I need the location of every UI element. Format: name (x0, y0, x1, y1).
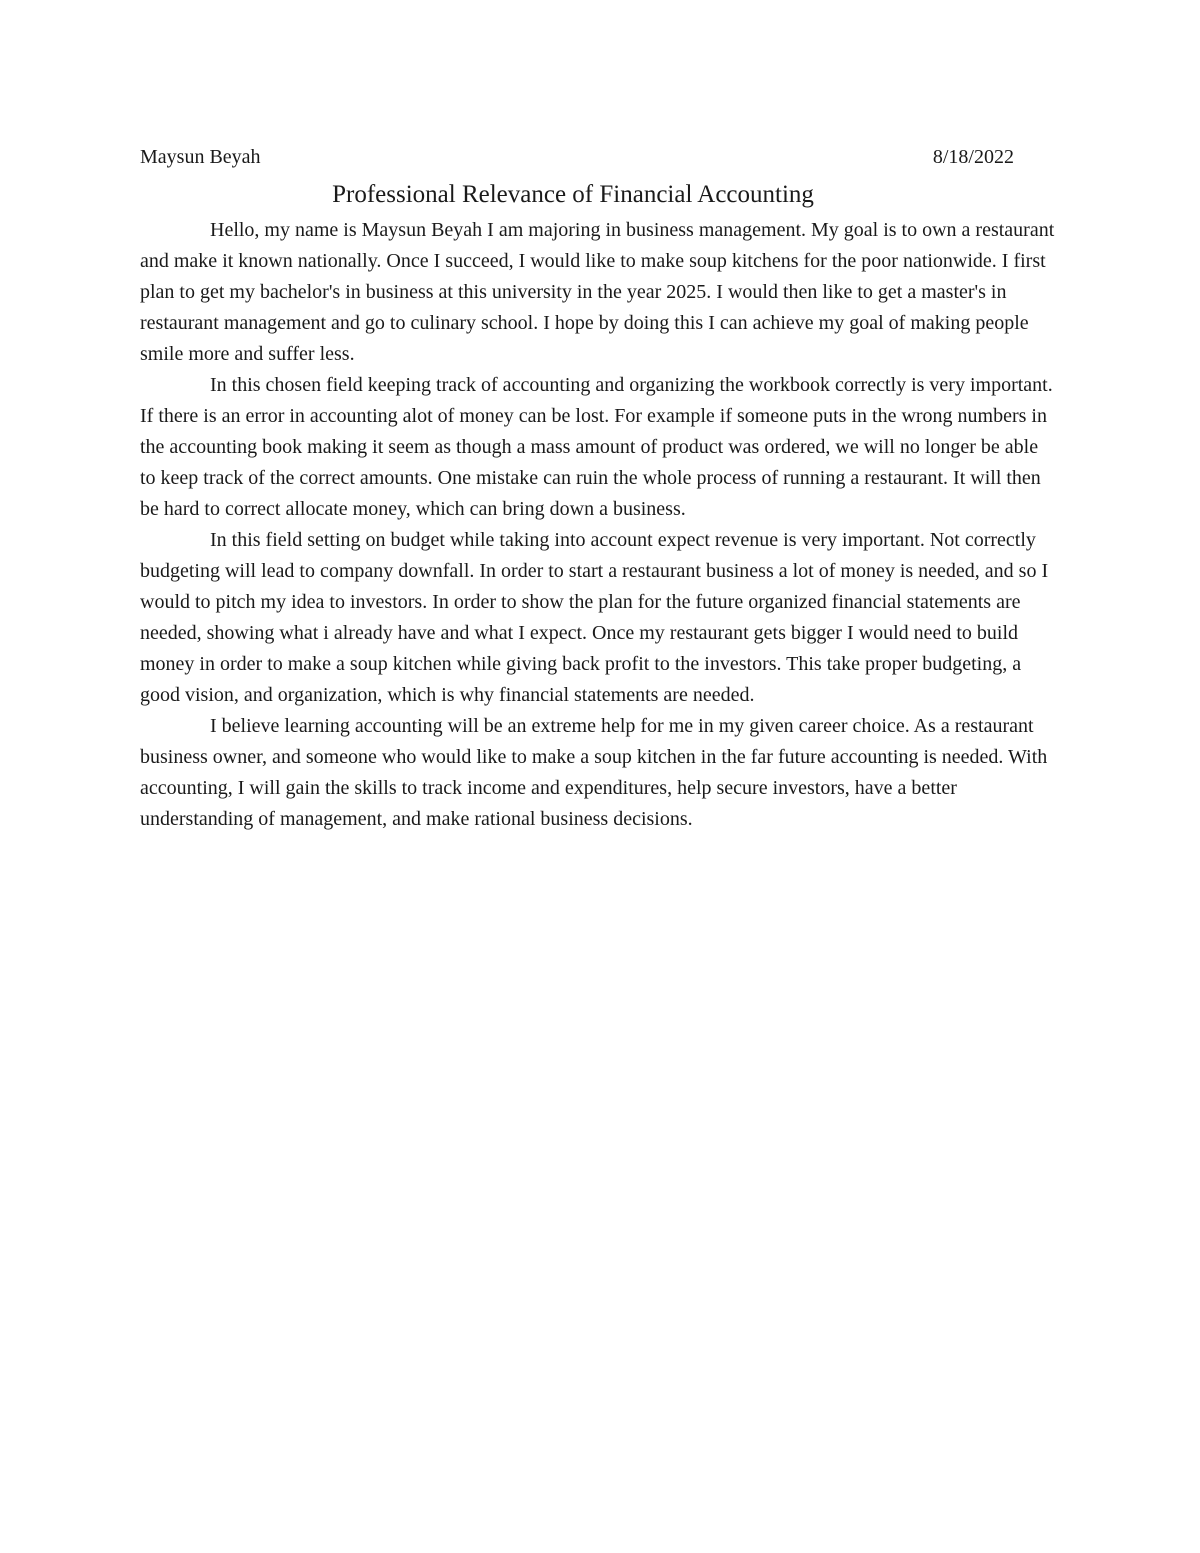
paragraph-3: In this field setting on budget while taking into account expect revenue is very important. Not correctly budgeting will lead to company downfall. In order to start a restaurant business a lot of money is needed, and so I would to pitch my idea to investors. In order to show the plan for the future organized financial statements are needed, showing what i already have and what I expect. Once my restaurant gets bigger I would need to build money in order to make a soup kitchen while giving back profit to the investors. This take proper budgeting, a good vision, and organization, which is why financial statements are needed. (140, 529, 1049, 706)
author-name: Maysun Beyah (140, 146, 261, 168)
paragraph-1: Hello, my name is Maysun Beyah I am majoring in business management. My goal is to own a restaurant and make it known nationally. Once I succeed, I would like to make soup kitchens for the poor nationwide. I first plan to get my bachelor's in business at this university in the year 2025. I would then like to get a master's in restaurant management and go to culinary school. I hope by doing this I can achieve my goal of making people smile more and suffer less. (140, 219, 1055, 365)
document-header (140, 142, 1014, 173)
document-page (140, 142, 1060, 835)
document-title: Professional Relevance of Financial Accounting (332, 181, 814, 208)
paragraph-2: In this chosen field keeping track of accounting and organizing the workbook correctly is very important. If there is an error in accounting alot of money can be lost. For example if someone puts in the wrong numbers in the accounting book making it seem as though a mass amount of product was ordered, we will no longer be able to keep track of the correct amounts. One mistake can ruin the whole process of running a restaurant. It will then be hard to correct allocate money, which can bring down a business. (140, 374, 1053, 520)
document-body (140, 215, 1060, 835)
document-date: 8/18/2022 (932, 146, 1014, 168)
paragraph-4: I believe learning accounting will be an extreme help for me in my given career choice. As a restaurant business owner, and someone who would like to make a soup kitchen in the far future accounting is needed. With accounting, I will gain the skills to track income and expenditures, help secure investors, have a better understanding of management, and make rational business decisions. (140, 715, 1048, 830)
